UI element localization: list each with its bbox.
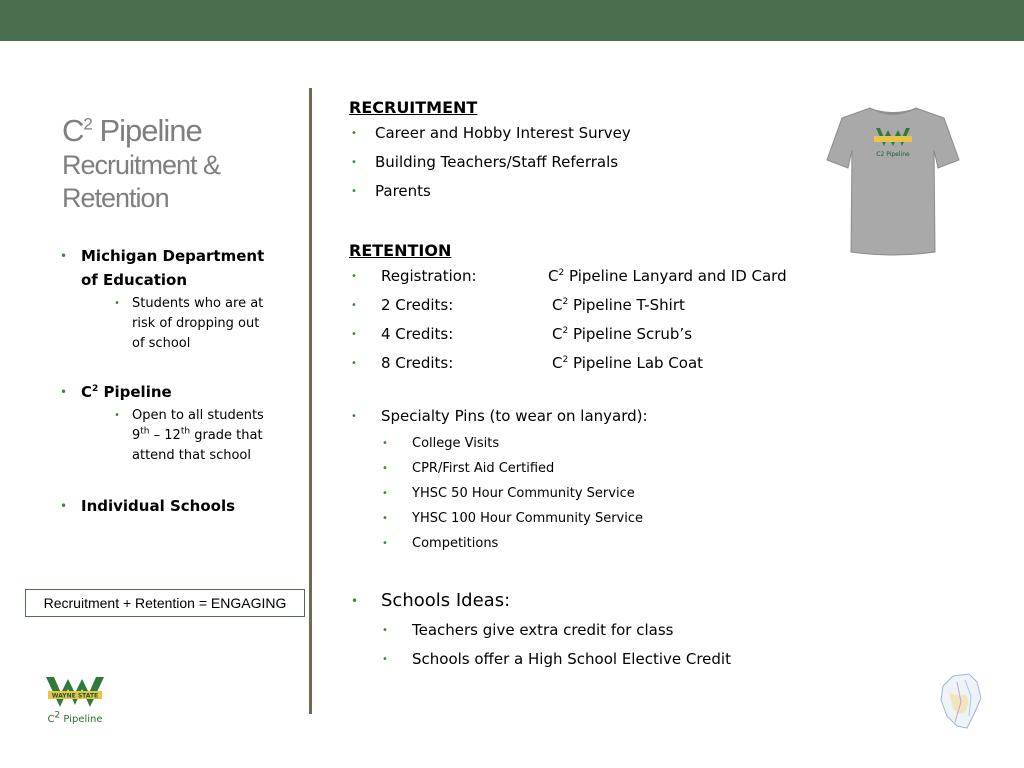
list-item: • Individual Schools bbox=[60, 494, 290, 518]
pin-item: • CPR/First Aid Certified bbox=[349, 456, 648, 481]
title-line-3: Retention bbox=[62, 182, 169, 213]
bullet-icon: • bbox=[382, 654, 388, 665]
recruitment-section bbox=[349, 97, 631, 206]
bullet-icon: • bbox=[351, 411, 357, 422]
bullet-icon: • bbox=[60, 249, 68, 263]
bullet-icon: • bbox=[382, 488, 388, 499]
bullet-icon: • bbox=[351, 329, 357, 340]
list-item: • Building Teachers/Staff Referrals bbox=[349, 148, 631, 177]
pin-item: • YHSC 50 Hour Community Service bbox=[349, 481, 648, 506]
retention-row: • Registration: $C^2$ Pipeline Lanyard and ID Card bbox=[349, 262, 648, 291]
retention-section bbox=[349, 240, 787, 556]
retention-row: • 4 Credits: $C^2$ Pipeline Scrub’s bbox=[349, 320, 648, 349]
pins-label: • Specialty Pins (to wear on lanyard): bbox=[349, 402, 648, 431]
pin-item: • YHSC 100 Hour Community Service bbox=[349, 506, 648, 531]
list-item: • Schools offer a High School Elective Credit bbox=[349, 645, 731, 674]
bullet-icon: • bbox=[114, 298, 120, 309]
retention-heading: RETENTION bbox=[349, 241, 452, 260]
schools-label: • Schools Ideas: bbox=[349, 586, 731, 616]
bullet-icon: • bbox=[382, 625, 388, 636]
bullet-icon: • bbox=[382, 463, 388, 474]
bullet-icon: • bbox=[60, 385, 68, 399]
svg-text:WAYNE STATE: WAYNE STATE bbox=[51, 692, 99, 700]
bullet-icon: • bbox=[351, 128, 357, 139]
retention-row: • 2 Credits: $C^2$ Pipeline T-Shirt bbox=[349, 291, 648, 320]
bullet-icon: • bbox=[351, 157, 357, 168]
bullet-icon: • bbox=[382, 538, 388, 549]
list-item: • Michigan Department of Education bbox=[60, 244, 290, 292]
map-thumbnail bbox=[935, 672, 987, 737]
bullet-icon: • bbox=[382, 438, 388, 449]
list-item: • Teachers give extra credit for class bbox=[349, 616, 731, 645]
tshirt-image bbox=[826, 104, 960, 261]
bullet-icon: • bbox=[351, 186, 357, 197]
top-banner bbox=[0, 0, 1024, 41]
pin-item: • Competitions bbox=[349, 531, 648, 556]
svg-text:C2 Pipeline: C2 Pipeline bbox=[876, 151, 910, 158]
wayne-state-logo bbox=[44, 675, 106, 725]
bullet-icon: • bbox=[114, 410, 120, 421]
bullet-icon: • bbox=[351, 594, 359, 608]
list-item: • Career and Hobby Interest Survey bbox=[349, 119, 631, 148]
vertical-divider bbox=[309, 88, 312, 714]
list-subitem: • Open to all students 9th – 12th grade that attend that school bbox=[114, 408, 264, 463]
bullet-icon: • bbox=[351, 271, 357, 282]
bullet-icon: • bbox=[60, 499, 68, 513]
list-item: • $C^2$ Pipeline bbox=[60, 380, 290, 404]
retention-row: • 8 Credits: $C^2$ Pipeline Lab Coat bbox=[349, 349, 648, 378]
slide-title: $C^2$ Pipeline Recruitment & Retention bbox=[62, 113, 221, 213]
list-subitem: • Students who are at risk of dropping out of school bbox=[114, 296, 264, 351]
schools-section bbox=[349, 586, 731, 674]
title-line-2: Recruitment & bbox=[62, 150, 221, 181]
left-bullet-list bbox=[60, 244, 290, 518]
logo-caption: $C^2$ Pipeline bbox=[47, 710, 103, 725]
bullet-icon: • bbox=[351, 358, 357, 369]
pin-item: • College Visits bbox=[349, 431, 648, 456]
bullet-icon: • bbox=[351, 300, 357, 311]
list-item: • Parents bbox=[349, 177, 631, 206]
recruitment-heading: RECRUITMENT bbox=[349, 98, 478, 117]
engaging-callout: Recruitment + Retention = ENGAGING bbox=[25, 589, 305, 617]
bullet-icon: • bbox=[382, 513, 388, 524]
